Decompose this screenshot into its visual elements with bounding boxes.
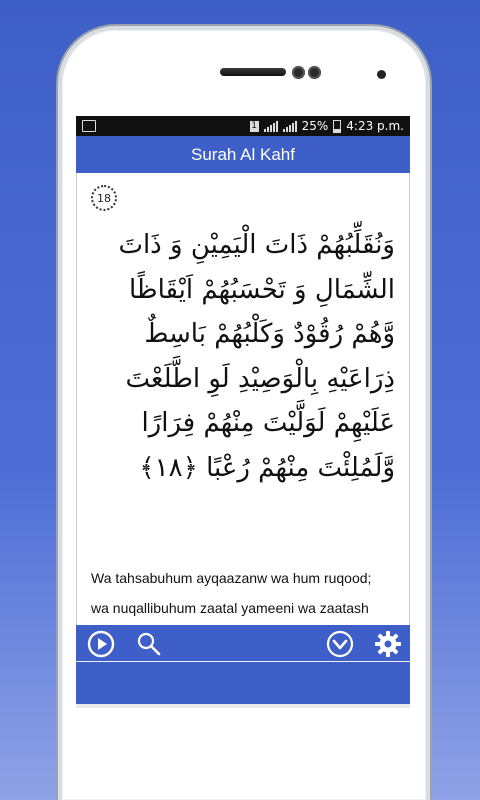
gear-icon xyxy=(374,630,402,658)
signal-bars-2-icon xyxy=(283,121,297,132)
ad-banner-area xyxy=(76,662,410,708)
play-circle-icon xyxy=(87,630,115,658)
ayah-number-badge: 18 xyxy=(91,185,117,211)
arabic-line: وَّهُمْ رُقُوْدٌ وَكَلْبُهُمْ بَاسِطٌ xyxy=(144,319,395,349)
settings-button[interactable] xyxy=(373,625,403,662)
sim-card-icon: 1 xyxy=(251,120,257,131)
battery-icon xyxy=(333,120,341,133)
battery-percent: 25% xyxy=(301,119,329,133)
app-title-bar xyxy=(76,136,410,173)
earpiece-speaker xyxy=(220,68,286,76)
arabic-line: الشِّمَالِ وَ تَحْسَبُهُمْ اَيْقَاظًا xyxy=(128,274,395,305)
arabic-line: عَلَيْهِمْ لَوَلَّيْتَ مِنْهُمْ فِرَارًا xyxy=(141,408,395,438)
signal-bars-icon xyxy=(264,121,278,132)
light-sensor-icon xyxy=(377,70,386,79)
play-button[interactable] xyxy=(86,625,116,662)
arabic-line: وَنُقَلِّبُهُمْ ذَاتَ الْيَمِيْنِ وَ ذَاتَ xyxy=(118,230,395,260)
proximity-sensor-icon xyxy=(308,66,321,79)
clock: 4:23 p.m. xyxy=(346,119,404,133)
device-screen xyxy=(76,116,410,708)
arabic-line: ذِرَاعَيْهِ بِالْوَصِيْدِ لَوِ اطَّلَعْتَ xyxy=(125,363,395,394)
search-button[interactable] xyxy=(134,625,164,662)
front-camera-icon xyxy=(292,66,305,79)
chevron-down-circle-icon xyxy=(326,630,354,658)
transliteration-line: Wa tahsabuhum ayqaazanw wa hum ruqood; xyxy=(91,570,372,586)
divider xyxy=(76,704,410,708)
bottom-toolbar xyxy=(76,625,410,662)
arabic-line: وَّلَمُلِئْتَ مِنْهُمْ رُعْبًا ﴿١٨﴾ xyxy=(139,452,395,483)
arabic-verse-text xyxy=(87,223,395,490)
verse-content[interactable] xyxy=(76,173,410,625)
search-icon xyxy=(136,631,162,657)
transliteration-line: wa nuqallibuhum zaatal yameeni wa zaatash xyxy=(91,600,369,616)
status-bar xyxy=(76,116,410,136)
scroll-down-button[interactable] xyxy=(325,625,355,662)
notification-image-icon xyxy=(82,120,96,132)
page-title: Surah Al Kahf xyxy=(191,145,295,164)
